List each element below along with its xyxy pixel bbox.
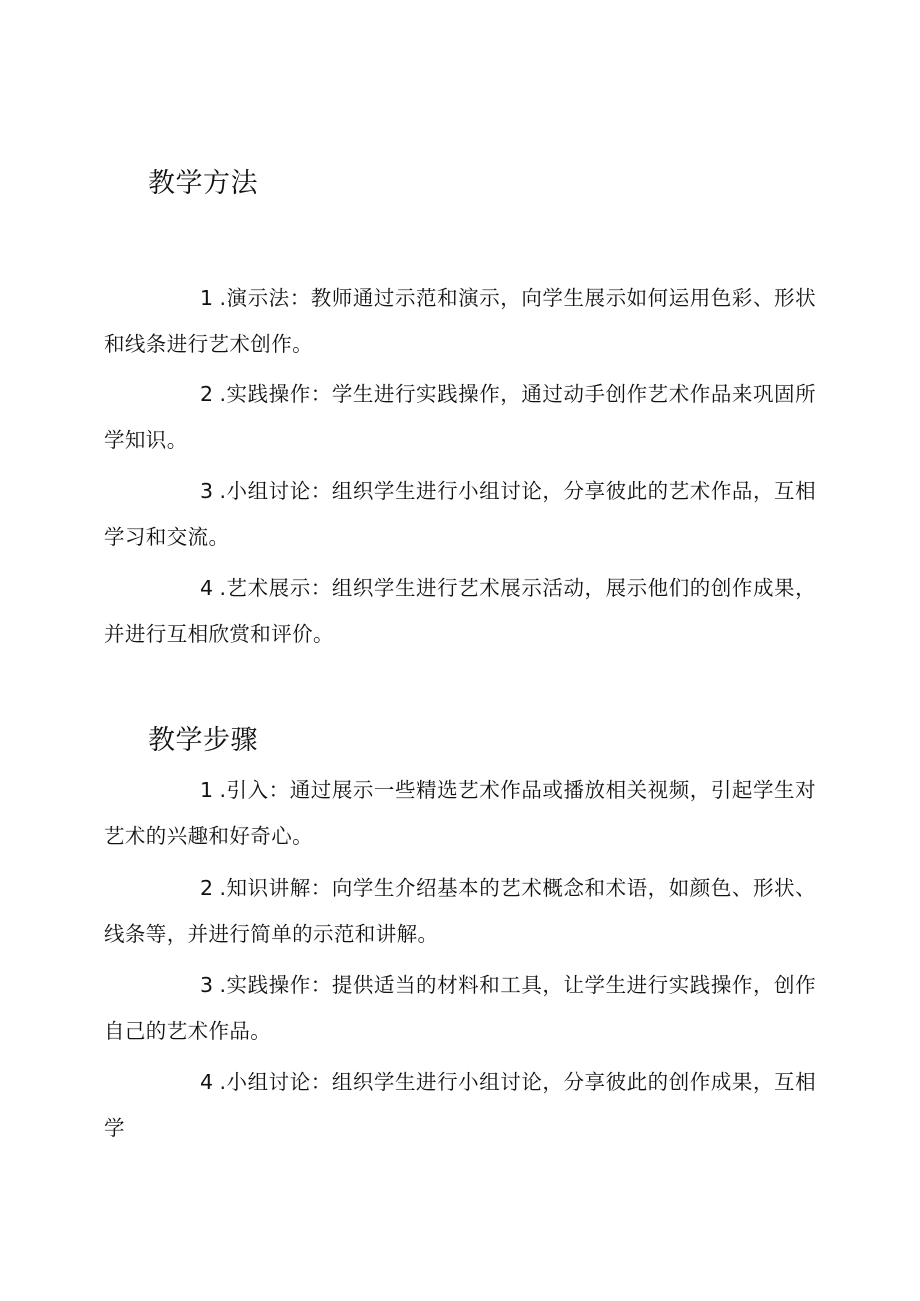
item-text: .引入：通过展示一些精选艺术作品或播放相关视频，引起学生对艺术的兴趣和好奇心。 (104, 778, 816, 848)
item-number: 3 (200, 973, 214, 997)
item-number: 2 (200, 382, 214, 406)
list-item (104, 565, 816, 657)
item-text: .小组讨论：组织学生进行小组讨论，分享彼此的创作成果，互相学 (104, 1070, 816, 1140)
item-text: .实践操作：提供适当的材料和工具，让学生进行实践操作，创作自己的艺术作品。 (104, 973, 816, 1043)
item-number: 1 (200, 286, 214, 310)
item-text: .艺术展示：组织学生进行艺术展示活动，展示他们的创作成果，并进行互相欣赏和评价。 (104, 576, 816, 646)
list-item (104, 468, 816, 560)
item-number: 1 (200, 778, 214, 802)
section-heading-teaching-methods: 教学方法 (148, 168, 258, 199)
list-item (104, 865, 816, 957)
item-text: .实践操作：学生进行实践操作，通过动手创作艺术作品来巩固所学知识。 (104, 382, 816, 452)
section-heading-teaching-steps: 教学步骤 (148, 725, 258, 756)
list-item (104, 962, 816, 1054)
list-item (104, 275, 816, 367)
item-number: 4 (200, 576, 214, 600)
item-number: 4 (200, 1070, 214, 1094)
list-item (104, 371, 816, 463)
item-number: 2 (200, 876, 214, 900)
list-item (104, 1059, 816, 1151)
item-text: .演示法：教师通过示范和演示，向学生展示如何运用色彩、形状和线条进行艺术创作。 (104, 286, 816, 356)
item-number: 3 (200, 479, 214, 503)
list-item (104, 767, 816, 859)
item-text: .小组讨论：组织学生进行小组讨论，分享彼此的艺术作品，互相学习和交流。 (104, 479, 816, 549)
item-text: .知识讲解：向学生介绍基本的艺术概念和术语，如颜色、形状、线条等，并进行简单的示范和讲解。 (104, 876, 816, 946)
